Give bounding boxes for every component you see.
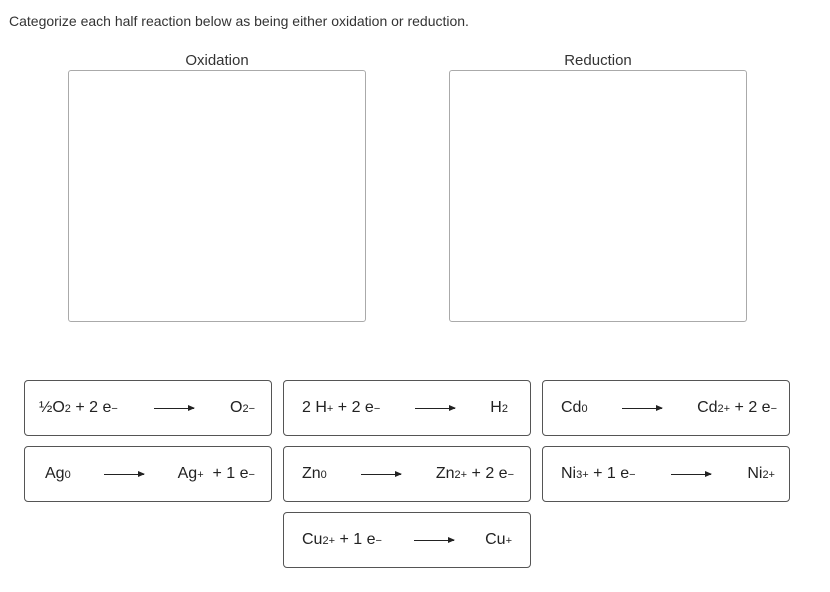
- reactants: Cu 2+ + 1 e −: [302, 531, 382, 548]
- reactants-part: + 1 e: [588, 465, 630, 482]
- reactants-part: ½O: [39, 399, 65, 416]
- reactants: ½O 2 + 2 e −: [39, 399, 118, 416]
- products-part: + 2 e: [730, 399, 771, 416]
- products-part: Ag: [177, 465, 198, 482]
- reaction-tile[interactable]: [283, 446, 531, 502]
- reactants-part: Cu: [302, 531, 323, 548]
- question-prompt: Categorize each half reaction below as being either oxidation or reduction.: [9, 13, 469, 29]
- reactants-part: + 1 e: [335, 531, 376, 548]
- products-part: Cd: [697, 399, 718, 416]
- reactants: Cd 0: [561, 399, 588, 416]
- products-part: + 2 e: [467, 465, 508, 482]
- products: H 2: [490, 399, 508, 416]
- reactants-part: 2 H: [302, 399, 327, 416]
- products: Ag + + 1 e −: [177, 465, 255, 482]
- reactants-part: Ni: [561, 465, 577, 482]
- reaction-tile[interactable]: [542, 446, 790, 502]
- reactants-part: Cd: [561, 399, 582, 416]
- reaction-tile[interactable]: [24, 380, 272, 436]
- reactants: Zn 0: [302, 465, 327, 482]
- reactants: 2 H + + 2 e −: [302, 399, 381, 416]
- products-part: H: [490, 399, 502, 416]
- products: Cu +: [485, 531, 512, 548]
- reaction-arrow-icon: [671, 474, 711, 475]
- reaction-arrow-icon: [361, 474, 401, 475]
- products: Cd 2+ + 2 e −: [697, 399, 777, 416]
- products: O 2−: [230, 399, 255, 416]
- reduction-label: Reduction: [564, 52, 632, 69]
- oxidation-label: Oxidation: [185, 52, 249, 69]
- reaction-tile[interactable]: [24, 446, 272, 502]
- reactants-part: + 2 e: [70, 399, 112, 416]
- reaction-arrow-icon: [104, 474, 144, 475]
- reduction-drop-zone[interactable]: [449, 70, 747, 322]
- reactants: Ni 3+ + 1 e −: [561, 465, 636, 482]
- products-part: Cu: [485, 531, 506, 548]
- products-part: Ni: [747, 465, 763, 482]
- products: Zn 2+ + 2 e −: [435, 465, 514, 482]
- reactants-part: + 2 e: [333, 399, 374, 416]
- reaction-arrow-icon: [415, 408, 455, 409]
- reactants: Ag 0: [45, 465, 71, 482]
- oxidation-drop-zone[interactable]: [68, 70, 366, 322]
- reactants-part: Ag: [45, 465, 65, 482]
- products: Ni 2+: [747, 465, 775, 482]
- reaction-arrow-icon: [154, 408, 194, 409]
- reaction-arrow-icon: [622, 408, 662, 409]
- products-part: O: [230, 399, 243, 416]
- products-part: + 1 e: [203, 465, 249, 482]
- products-part: Zn: [435, 465, 455, 482]
- reactants-part: Zn: [302, 465, 321, 482]
- reaction-tile[interactable]: [283, 512, 531, 568]
- reaction-arrow-icon: [414, 540, 454, 541]
- reaction-tile[interactable]: [283, 380, 531, 436]
- reaction-tile[interactable]: [542, 380, 790, 436]
